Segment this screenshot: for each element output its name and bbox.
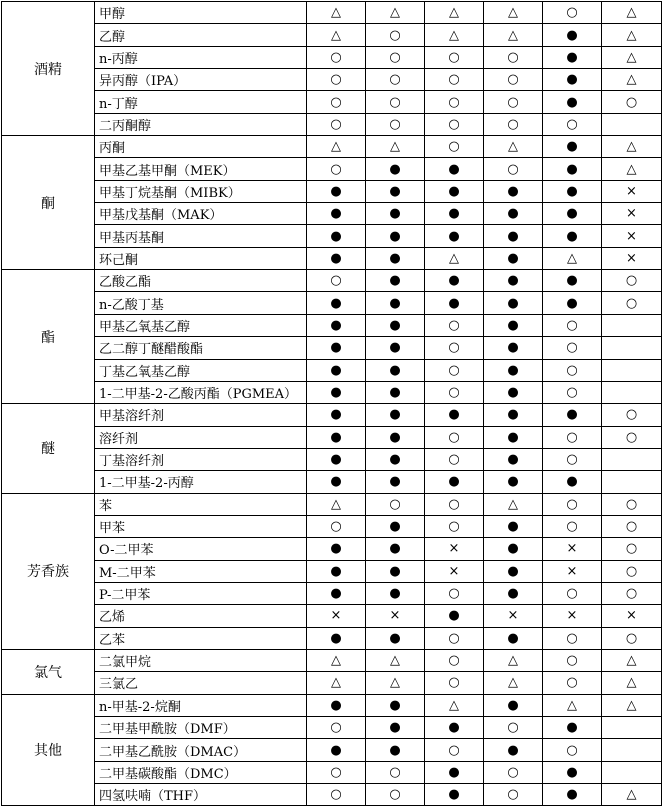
table-row <box>2 649 662 671</box>
rating-cell: △ <box>366 672 425 694</box>
rating-cell: △ <box>484 672 543 694</box>
rating-cell: ● <box>307 247 366 269</box>
rating-cell: ● <box>366 180 425 202</box>
rating-cell: ○ <box>425 381 484 403</box>
rating-cell: ● <box>425 784 484 806</box>
rating-cell: ○ <box>425 582 484 604</box>
rating-cell: △ <box>425 247 484 269</box>
solvent-name-cell: 乙醇 <box>95 24 307 46</box>
rating-cell: ○ <box>366 69 425 91</box>
rating-cell: ○ <box>307 158 366 180</box>
rating-cell: ● <box>366 582 425 604</box>
rating-cell: △ <box>425 694 484 716</box>
table-row <box>2 359 662 381</box>
rating-cell: ● <box>425 605 484 627</box>
rating-cell: ○ <box>307 46 366 68</box>
rating-cell: ○ <box>366 113 425 135</box>
solvent-name-cell: 二甲基乙酰胺（DMAC） <box>95 739 307 761</box>
solvent-name-cell: n-乙酸丁基 <box>95 292 307 314</box>
table-row <box>2 426 662 448</box>
rating-cell: ● <box>484 739 543 761</box>
rating-cell: ● <box>307 582 366 604</box>
rating-cell: ○ <box>425 515 484 537</box>
rating-cell: ○ <box>425 627 484 649</box>
rating-cell: ● <box>543 46 602 68</box>
rating-cell: ● <box>425 158 484 180</box>
rating-cell: ● <box>307 225 366 247</box>
table-row <box>2 627 662 649</box>
solvent-name-cell: 丁基溶纤剂 <box>95 448 307 470</box>
rating-cell: ○ <box>543 448 602 470</box>
rating-cell: △ <box>307 649 366 671</box>
rating-cell: ● <box>307 538 366 560</box>
rating-cell: ○ <box>307 270 366 292</box>
rating-cell: ● <box>425 225 484 247</box>
rating-cell: × <box>366 605 425 627</box>
rating-cell: ○ <box>366 91 425 113</box>
rating-cell: ○ <box>484 91 543 113</box>
rating-cell: ○ <box>484 69 543 91</box>
rating-cell: ● <box>366 404 425 426</box>
rating-cell: ○ <box>425 337 484 359</box>
rating-cell: ○ <box>543 2 602 24</box>
rating-cell: ○ <box>307 91 366 113</box>
rating-cell: ● <box>543 69 602 91</box>
rating-cell: △ <box>484 649 543 671</box>
solvent-name-cell: 1-二甲基-2-丙醇 <box>95 471 307 493</box>
rating-cell: ○ <box>543 627 602 649</box>
rating-cell: × <box>543 560 602 582</box>
rating-cell: ○ <box>425 426 484 448</box>
rating-cell: ○ <box>602 538 662 560</box>
rating-cell: △ <box>543 694 602 716</box>
rating-cell: ○ <box>543 426 602 448</box>
solvent-name-cell: 甲基丙基酮 <box>95 225 307 247</box>
rating-cell: ○ <box>425 91 484 113</box>
rating-cell: ● <box>307 560 366 582</box>
table-row <box>2 158 662 180</box>
rating-cell: ○ <box>602 582 662 604</box>
rating-cell: ○ <box>543 381 602 403</box>
rating-cell: ○ <box>425 46 484 68</box>
rating-cell: ○ <box>484 158 543 180</box>
solvent-name-cell: 乙烯 <box>95 605 307 627</box>
rating-cell: ● <box>366 717 425 739</box>
solvent-name-cell: 甲基乙氧基乙醇 <box>95 314 307 336</box>
rating-cell: ○ <box>484 46 543 68</box>
solvent-name-cell: 二氯甲烷 <box>95 649 307 671</box>
rating-cell: ● <box>425 761 484 783</box>
solvent-name-cell: n-丙醇 <box>95 46 307 68</box>
rating-cell: ● <box>484 337 543 359</box>
rating-cell: ● <box>484 448 543 470</box>
rating-cell: ○ <box>484 761 543 783</box>
rating-cell: ● <box>543 270 602 292</box>
rating-cell: ● <box>543 136 602 158</box>
solvent-name-cell: 1-二甲基-2-乙酸丙酯（PGMEA） <box>95 381 307 403</box>
rating-cell: △ <box>602 136 662 158</box>
rating-cell: ○ <box>543 515 602 537</box>
table-row <box>2 538 662 560</box>
rating-cell: ○ <box>602 270 662 292</box>
rating-cell: ● <box>425 292 484 314</box>
rating-cell <box>602 717 662 739</box>
rating-cell: ○ <box>366 493 425 515</box>
rating-cell: △ <box>602 24 662 46</box>
rating-cell: ● <box>366 627 425 649</box>
rating-cell: ● <box>543 24 602 46</box>
rating-cell: × <box>602 203 662 225</box>
rating-cell: ○ <box>307 69 366 91</box>
rating-cell: ● <box>543 471 602 493</box>
rating-cell: ● <box>484 381 543 403</box>
solvent-name-cell: 溶纤剂 <box>95 426 307 448</box>
rating-cell: △ <box>484 2 543 24</box>
rating-cell: ● <box>307 314 366 336</box>
rating-cell: ○ <box>484 113 543 135</box>
rating-cell: ○ <box>425 69 484 91</box>
table-row <box>2 24 662 46</box>
rating-cell: ● <box>307 203 366 225</box>
rating-cell: ● <box>366 314 425 336</box>
rating-cell: ● <box>484 582 543 604</box>
rating-cell: △ <box>307 136 366 158</box>
rating-cell: ○ <box>543 359 602 381</box>
table-row <box>2 337 662 359</box>
rating-cell: ● <box>366 158 425 180</box>
rating-cell: △ <box>484 493 543 515</box>
rating-cell: ● <box>484 270 543 292</box>
rating-cell: ● <box>425 180 484 202</box>
rating-cell <box>602 314 662 336</box>
rating-cell: ○ <box>602 560 662 582</box>
rating-cell: ○ <box>307 717 366 739</box>
table-row <box>2 694 662 716</box>
rating-cell: ● <box>307 448 366 470</box>
table-row <box>2 2 662 24</box>
rating-cell: △ <box>602 2 662 24</box>
table-row <box>2 471 662 493</box>
rating-cell: ○ <box>366 761 425 783</box>
rating-cell: △ <box>307 2 366 24</box>
table-body <box>2 2 662 806</box>
rating-cell: ● <box>366 560 425 582</box>
rating-cell: ● <box>366 538 425 560</box>
table-row <box>2 69 662 91</box>
solvent-name-cell: 乙酸乙酯 <box>95 270 307 292</box>
rating-cell: ○ <box>484 784 543 806</box>
rating-cell: ● <box>366 448 425 470</box>
solvent-name-cell: M-二甲苯 <box>95 560 307 582</box>
rating-cell: △ <box>602 46 662 68</box>
table-row <box>2 404 662 426</box>
rating-cell: ● <box>484 203 543 225</box>
rating-cell: ○ <box>602 627 662 649</box>
table-row <box>2 314 662 336</box>
rating-cell: ○ <box>425 672 484 694</box>
table-row <box>2 672 662 694</box>
solvent-name-cell: 甲基戊基酮（MAK） <box>95 203 307 225</box>
rating-cell: ○ <box>543 493 602 515</box>
rating-cell: ● <box>484 314 543 336</box>
table-row <box>2 381 662 403</box>
rating-cell: ○ <box>425 113 484 135</box>
rating-cell: △ <box>602 784 662 806</box>
rating-cell: ● <box>366 471 425 493</box>
table-row <box>2 515 662 537</box>
rating-cell: △ <box>307 493 366 515</box>
solvent-name-cell: 乙二醇丁醚醋酸酯 <box>95 337 307 359</box>
rating-cell: ● <box>484 225 543 247</box>
rating-cell: ○ <box>425 136 484 158</box>
solvent-name-cell: 丙酮 <box>95 136 307 158</box>
rating-cell: ○ <box>543 337 602 359</box>
rating-cell: ○ <box>307 515 366 537</box>
rating-cell: ○ <box>425 359 484 381</box>
rating-cell: △ <box>425 2 484 24</box>
rating-cell <box>602 113 662 135</box>
rating-cell: ○ <box>366 784 425 806</box>
rating-cell: ● <box>543 717 602 739</box>
rating-cell: ● <box>484 538 543 560</box>
rating-cell: △ <box>307 672 366 694</box>
rating-cell: △ <box>366 2 425 24</box>
rating-cell: × <box>602 247 662 269</box>
rating-cell: × <box>307 605 366 627</box>
rating-cell: ● <box>307 627 366 649</box>
rating-cell: × <box>602 605 662 627</box>
rating-cell: △ <box>366 649 425 671</box>
solvent-name-cell: 苯 <box>95 493 307 515</box>
table-row <box>2 113 662 135</box>
rating-cell: ○ <box>425 448 484 470</box>
rating-cell: ● <box>307 739 366 761</box>
rating-cell: ○ <box>366 24 425 46</box>
rating-cell: ○ <box>307 113 366 135</box>
rating-cell: ○ <box>602 404 662 426</box>
rating-cell <box>602 471 662 493</box>
rating-cell: ○ <box>366 46 425 68</box>
category-cell: 其他 <box>2 694 95 806</box>
rating-cell: ● <box>366 515 425 537</box>
rating-cell: ● <box>366 225 425 247</box>
solvent-name-cell: 环己酮 <box>95 247 307 269</box>
rating-cell: ● <box>484 694 543 716</box>
table-row <box>2 225 662 247</box>
rating-cell: × <box>543 538 602 560</box>
rating-cell: ● <box>366 381 425 403</box>
solvent-name-cell: n-甲基-2-烷酮 <box>95 694 307 716</box>
rating-cell: ○ <box>543 672 602 694</box>
rating-cell: △ <box>602 672 662 694</box>
table-row <box>2 560 662 582</box>
table-row <box>2 46 662 68</box>
rating-cell: ● <box>543 784 602 806</box>
rating-cell: ● <box>366 203 425 225</box>
rating-cell: ● <box>307 404 366 426</box>
rating-cell: ● <box>307 471 366 493</box>
rating-cell: ● <box>543 225 602 247</box>
rating-cell: ○ <box>543 739 602 761</box>
solvent-name-cell: n-丁醇 <box>95 91 307 113</box>
rating-cell: ● <box>543 180 602 202</box>
category-cell: 酮 <box>2 136 95 270</box>
category-cell: 氯气 <box>2 649 95 694</box>
category-cell: 醚 <box>2 404 95 493</box>
solvent-name-cell: 二丙酮醇 <box>95 113 307 135</box>
rating-cell: ● <box>307 694 366 716</box>
rating-cell: ○ <box>602 515 662 537</box>
rating-cell: ● <box>307 292 366 314</box>
rating-cell: △ <box>484 24 543 46</box>
rating-cell <box>602 761 662 783</box>
rating-cell: ○ <box>602 493 662 515</box>
table-row <box>2 270 662 292</box>
rating-cell: ○ <box>425 739 484 761</box>
rating-cell: ○ <box>307 784 366 806</box>
rating-cell: ● <box>307 180 366 202</box>
solvent-name-cell: 甲苯 <box>95 515 307 537</box>
rating-cell: ● <box>366 337 425 359</box>
rating-cell: × <box>425 538 484 560</box>
rating-cell: ● <box>484 247 543 269</box>
table-row <box>2 180 662 202</box>
rating-cell: ● <box>307 359 366 381</box>
rating-cell: ● <box>366 426 425 448</box>
rating-cell: ○ <box>425 493 484 515</box>
rating-cell: ● <box>543 203 602 225</box>
solvent-name-cell: 三氯乙 <box>95 672 307 694</box>
rating-cell <box>602 359 662 381</box>
rating-cell: ● <box>484 471 543 493</box>
rating-cell: △ <box>307 24 366 46</box>
table-row <box>2 761 662 783</box>
rating-cell: ● <box>484 359 543 381</box>
table-row <box>2 739 662 761</box>
rating-cell: ○ <box>425 314 484 336</box>
solvent-name-cell: 甲基溶纤剂 <box>95 404 307 426</box>
rating-cell <box>602 448 662 470</box>
table-row <box>2 203 662 225</box>
rating-cell: △ <box>366 136 425 158</box>
rating-cell: △ <box>602 649 662 671</box>
rating-cell: ● <box>543 761 602 783</box>
rating-cell: ● <box>366 292 425 314</box>
rating-cell: △ <box>425 24 484 46</box>
rating-cell: △ <box>543 247 602 269</box>
rating-cell: ● <box>366 270 425 292</box>
rating-cell: ○ <box>602 91 662 113</box>
solvent-name-cell: 丁基乙氧基乙醇 <box>95 359 307 381</box>
table-row <box>2 247 662 269</box>
rating-cell: ● <box>425 404 484 426</box>
rating-cell: ● <box>543 292 602 314</box>
rating-cell: ● <box>366 739 425 761</box>
solvent-name-cell: 甲基乙基甲酮（MEK） <box>95 158 307 180</box>
rating-cell: ● <box>484 627 543 649</box>
rating-cell: ● <box>425 471 484 493</box>
rating-cell: △ <box>484 136 543 158</box>
rating-cell: ● <box>425 717 484 739</box>
solvent-name-cell: 二甲基甲酰胺（DMF） <box>95 717 307 739</box>
rating-cell: ● <box>307 426 366 448</box>
rating-cell: ○ <box>425 649 484 671</box>
rating-cell: △ <box>602 158 662 180</box>
rating-cell: × <box>602 225 662 247</box>
rating-cell: × <box>543 605 602 627</box>
rating-cell: ● <box>425 203 484 225</box>
solvent-name-cell: 乙苯 <box>95 627 307 649</box>
rating-cell: △ <box>602 69 662 91</box>
rating-cell: ○ <box>484 717 543 739</box>
rating-cell <box>602 337 662 359</box>
table-row <box>2 717 662 739</box>
solvent-name-cell: P-二甲苯 <box>95 582 307 604</box>
table-row <box>2 292 662 314</box>
rating-cell: ● <box>484 180 543 202</box>
rating-cell: × <box>425 560 484 582</box>
solvent-name-cell: 四氢呋喃（THF） <box>95 784 307 806</box>
rating-cell: ○ <box>543 649 602 671</box>
rating-cell: × <box>484 605 543 627</box>
rating-cell: ● <box>307 337 366 359</box>
rating-cell: ● <box>543 91 602 113</box>
solvent-name-cell: 甲醇 <box>95 2 307 24</box>
table-row <box>2 448 662 470</box>
rating-cell: ● <box>484 404 543 426</box>
rating-cell: ● <box>366 247 425 269</box>
rating-cell: ● <box>307 381 366 403</box>
table-row <box>2 605 662 627</box>
rating-cell <box>602 739 662 761</box>
category-cell: 酯 <box>2 270 95 404</box>
rating-cell: ● <box>484 292 543 314</box>
solvent-name-cell: 二甲基碳酸酯（DMC） <box>95 761 307 783</box>
category-cell: 芳香族 <box>2 493 95 649</box>
rating-cell: ● <box>543 158 602 180</box>
rating-cell: ○ <box>602 292 662 314</box>
rating-cell <box>602 381 662 403</box>
rating-cell: ○ <box>307 761 366 783</box>
rating-cell: ● <box>425 270 484 292</box>
rating-cell: ● <box>366 694 425 716</box>
rating-cell: ○ <box>543 582 602 604</box>
solvent-name-cell: O-二甲苯 <box>95 538 307 560</box>
solvent-name-cell: 异丙醇（IPA） <box>95 69 307 91</box>
table-row <box>2 91 662 113</box>
table-row <box>2 582 662 604</box>
rating-cell: × <box>602 180 662 202</box>
rating-cell: ○ <box>543 113 602 135</box>
table-row <box>2 136 662 158</box>
solvent-name-cell: 甲基丁烷基酮（MIBK） <box>95 180 307 202</box>
table-row <box>2 493 662 515</box>
rating-cell: ● <box>484 426 543 448</box>
category-cell: 酒精 <box>2 2 95 136</box>
rating-cell: ● <box>543 404 602 426</box>
rating-cell: ○ <box>543 314 602 336</box>
rating-cell: ● <box>484 560 543 582</box>
rating-cell: △ <box>602 694 662 716</box>
solvent-compatibility-table <box>1 1 662 806</box>
rating-cell: ○ <box>602 426 662 448</box>
rating-cell: ● <box>484 515 543 537</box>
rating-cell: ● <box>366 359 425 381</box>
table-row <box>2 784 662 806</box>
